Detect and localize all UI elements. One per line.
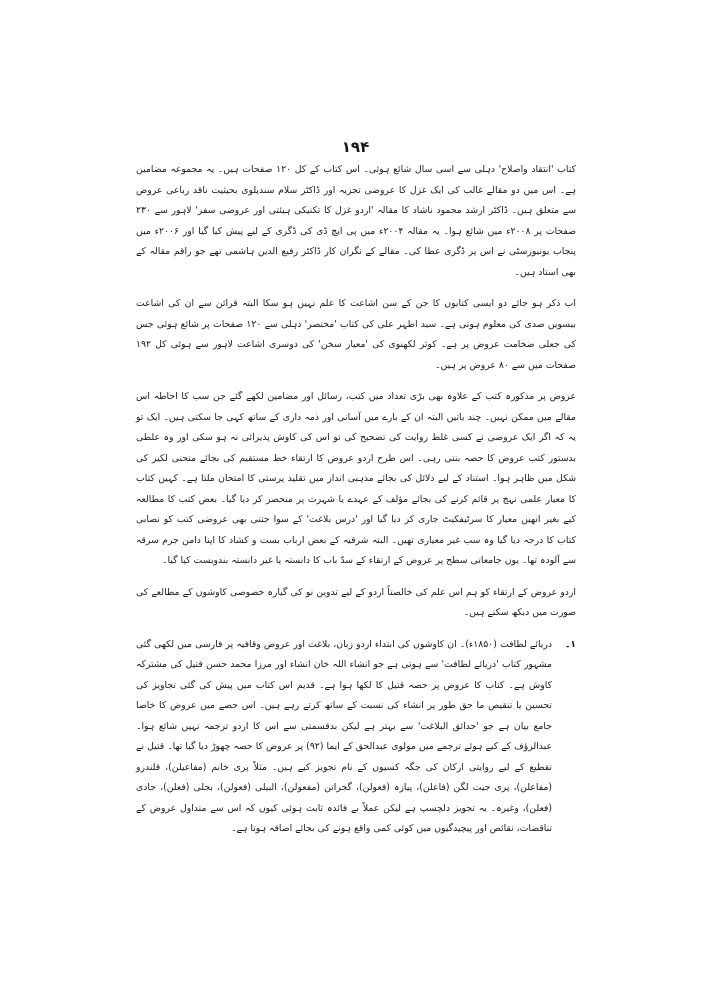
paragraph: کتاب 'انتقاد واصلاح' دہلی سے اسی سال شائع ہوئی۔ اس کتاب کے کل ۱۲۰ صفحات ہیں۔ یہ مجموعہ مضامین ہے۔ اس میں دو مقالے غالب کی ایک غزل کا عروضی تجزیہ اور ڈاکٹر سلام سندیلوی بحیثیت ناقد رباعی عروض سے متعلق ہیں۔ ڈاکٹر ارشد محمود ناشاد کا مقالہ 'اردو غزل کا تکنیکی ہیئتی اور عروضی سفر' لاہور سے ۲۳۰ صفحات پر ۲۰۰۸ء میں شائع ہوا۔ یہ مقالہ ۲۰۰۴ء میں پی ایچ ڈی کی ڈگری کے لیے پیش کیا گیا اور ۲۰۰۶ء میں پنجاب یونیورسٹی نے اس پر ڈگری عطا کی۔ مقالے کے نگران کار ڈاکٹر رفیع الدین ہاشمی تھے جو راقم مقالہ کے بھی استاد ہیں۔ [136, 164, 576, 278]
paragraph: اردو عروض کے ارتقاء کو ہم اس علم کی خالصتاً اردو کے لیے تدوین نو کی گیارہ خصوصی کاوشوں کے مطالعے کی صورت میں دیکھ سکتے ہیں۔ [136, 586, 576, 618]
page-number: ۱۹۴ [341, 138, 370, 156]
list-item-number: ۱۔ [564, 638, 576, 650]
paragraph: اب ذکر ہو جائے دو ایسی کتابوں کا جن کے سن اشاعت کا علم نہیں ہو سکا البتہ قرائن سے ان کی اشاعت بیسویں صدی کی معلوم ہوتی ہے۔ سید اظہر علی کی کتاب 'مختصر' دہلی سے ۱۲۰ صفحات پر شائع ہوئی جس کی جعلی ضخامت عروض پر ہے۔ کوثر لکھنوی کی 'معیار سخن' کی دوسری اشاعت لاہور سے ہوئی کل ۱۹۲ صفحات میں سے ۸۰ عروض پر ہیں۔ [136, 298, 576, 371]
list-item [136, 635, 576, 840]
list-item-text: دریائے لطافت (۱۸۵۰ء)۔ ان کاوشوں کی ابتداء اردو زبان، بلاغت اور عروض وقافیہ پر فارسی میں لکھی گئی مشہور کتاب 'دریائے لطافت' سے ہوتی ہے جو انشاء اللہ خان انشاء اور مرزا محمد حسن قتیل کی مشترکہ کاوش ہے۔ کتاب کا عروض پر حصہ قتیل کا لکھا ہوا ہے۔ قدیم اس کتاب میں پیش کی گئی تجاویز کی تحسین یا تنقیص ما حق طور پر انشاء کی نسبت کے ساتھ کرتے رہے ہیں۔ اس حصے میں عروض کا خاصا جامع بیان ہے جو 'حدائق البلاغت' سے بہتر ہے لیکن بدقسمتی سے اس کا اردو ترجمہ نہیں شائع ہوا۔ عبدالرؤف کے کیے ہوئے ترجمے میں مولوی عبدالحق کے ایما (۹۲) پر عروض کا حصہ چھوڑ دیا گیا تھا۔ قتیل نے تقطیع کے لیے روایتی ارکان کی جگہ کسیوں کے نام تجویز کیے ہیں۔ مثلاً پری خانم (مفاعیلن)، قلندرو (مفاعلن)، پری جیت لگن (فاعلن)، پیازہ (فعولن)، گجراتن (مفعولن)، البیلی (فعولن)، بجلی (فعلن)، جادی (فعلن)، وغیرہ۔ یہ تجویز دلچسپ ہے لیکن عملاً بے فائدہ ثابت ہوئی کیوں کہ اس سے متداول عروض کے تناقضات، نقائص اور پیچیدگیوں میں کوئی کمی واقع ہونے کی بجائے اضافہ ہوتا ہے۔ [136, 638, 552, 834]
paragraph: عروض پر مذکورہ کتب کے علاوہ بھی بڑی تعداد میں کتب، رسائل اور مضامین لکھے گئے جن سب کا احاطہ اس مقالے میں ممکن نہیں۔ چند باتیں البتہ ان کے بارے میں آسانی اور ذمہ داری کے ساتھ کہی جا سکتی ہیں۔ ایک تو یہ کہ اگر ایک عروضی نے کسی غلط روایت کی تصحیح کی تو اس کی کاوش پذیرائی نہ ہو سکی اور وہ علطی بدستور کتب عروض کا حصہ بنتی رہی۔ اس طرح اردو عروض کا ارتقاء خط مستقیم کی بجائے منحنی لکیر کی شکل میں ظاہر ہوا۔ استناد کے لیے دلائل کی بجائے مذہبی انداز میں تقلید پرستی کا امتحان ملتا ہے۔ کہیں کتاب کا معیار علمی نہج پر قائم کرنے کی بجائے مؤلف کے عہدے یا شہرت پر منحصر کر دیا گیا۔ بعض کتب کا مطالعہ کیے بغیر انھیں معیار کا سرٹیفکیٹ جاری کر دیا گیا اور 'درس بلاغت' کے سوا جتنی بھی عروضی کتب کو نصابی کتاب کا درجہ دیا گیا وہ سب غیر معیاری تھیں۔ البتہ شرقیہ کے بعض ارباب بست و کشاد کا اپنا دامن جرم سرقہ سے آلودہ تھا۔ یوں جامعاتی سطح پر عروض کے ارتقاء کے سدّ باب کا دانستہ یا غیر دانستہ بندوبست کیا گیا۔ [136, 391, 576, 566]
page-body [136, 160, 576, 840]
